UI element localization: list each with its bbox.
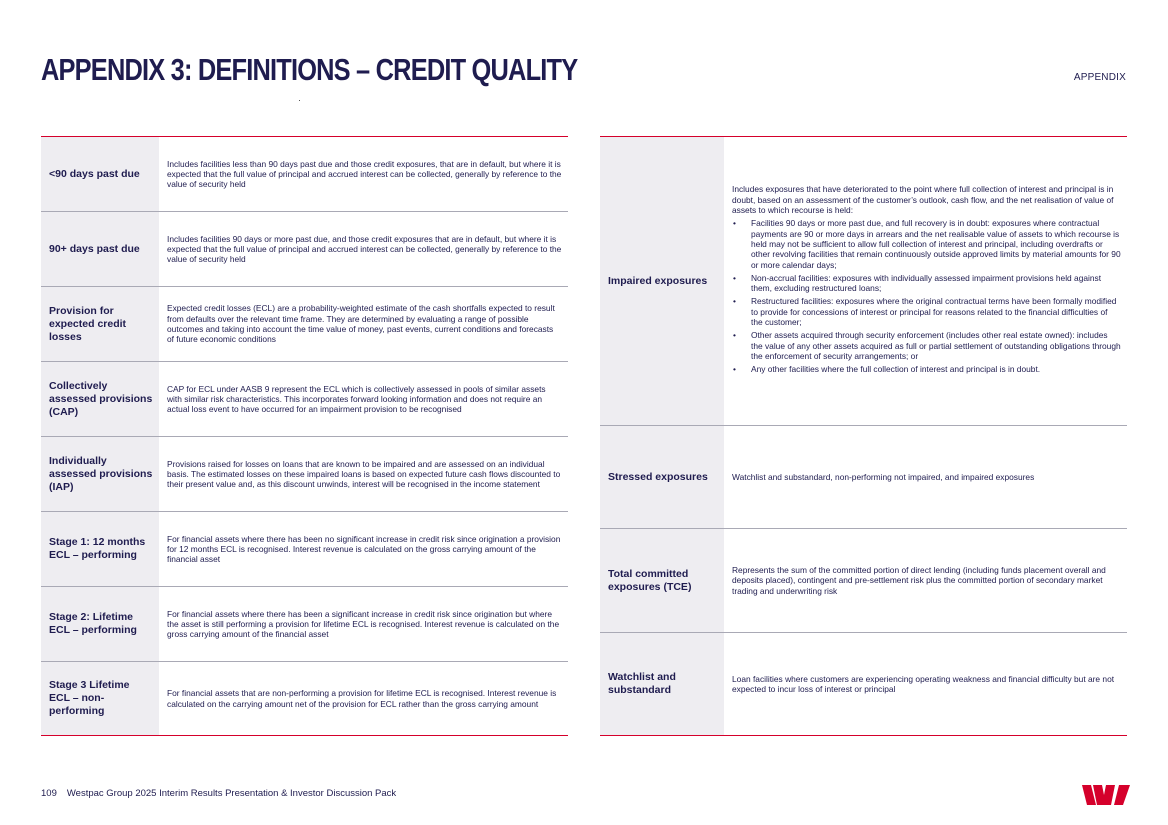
- list-item: • Any other facilities where the full collection of interest and principal is in doubt.: [732, 364, 1121, 374]
- decorative-dot: [299, 100, 300, 101]
- term-description: [724, 137, 1127, 425]
- footer: [41, 788, 396, 799]
- term-description: Loan facilities where customers are experiencing operating weakness and financial difficulty but are not expected to incur loss of interest or principal: [732, 673, 1115, 694]
- term-label: Stressed exposures: [600, 426, 724, 528]
- right-definitions-table: [600, 136, 1127, 736]
- table-row: [41, 212, 568, 287]
- list-item: • Non-accrual facilities: exposures with individually assessed impairment provisions held against them, excluding restructured loans;: [732, 273, 1121, 294]
- term-description: Includes facilities 90 days or more past due, and those credit exposures that are in default, but where it is expected that the full value of principal and accrued interest can be collected, generally by reference to the value of security held: [167, 233, 562, 265]
- term-label: Impaired exposures: [600, 137, 724, 425]
- impaired-bullet-list: [732, 218, 1121, 377]
- table-row: [41, 362, 568, 437]
- table-row: [41, 437, 568, 512]
- term-label: Watchlist and substandard: [600, 633, 724, 735]
- list-item: • Restructured facilities: exposures where the original contractual terms have been formally modified to provide for concessions of interest or principal for reasons related to the financial difficulties of the customer;: [732, 296, 1121, 327]
- term-description: Expected credit losses (ECL) are a probability-weighted estimate of the cash shortfalls expected to result from defaults over the relevant time frame. They are determined by evaluating a range of possible outcomes and taking into account the time value of money, past events, current conditions and forecasts of future economic conditions: [167, 303, 555, 345]
- term-label: <90 days past due: [41, 137, 159, 211]
- term-label: Collectively assessed provisions (CAP): [41, 362, 159, 436]
- term-description: For financial assets where there has been no significant increase in credit risk since origination a provision for 12 months ECL is recognised. Interest revenue is calculated on the gross carrying amount of the financial asset: [167, 533, 561, 565]
- list-item: • Other assets acquired through security enforcement (includes other real estate owned): includes the value of any other assets acquired as full or partial settlement of outstanding obligations through the enforcement of security arrangements; or: [732, 330, 1121, 361]
- term-description: For financial assets where there has been a significant increase in credit risk since origination but where the asset is still performing a provision for lifetime ECL is recognised. Interest revenue is calculated on the gross carrying amount of the financial asset: [167, 608, 560, 640]
- term-label: Provision for expected credit losses: [41, 287, 159, 361]
- term-description: Represents the sum of the committed portion of direct lending (including funds placement overall and deposits placed), contingent and pre-settlement risk plus the committed portion of secondary market trading and underwriting risk: [732, 565, 1106, 596]
- document-title: Westpac Group 2025 Interim Results Presentation & Investor Discussion Pack: [66, 788, 397, 799]
- term-label: Individually assessed provisions (IAP): [41, 437, 159, 511]
- impaired-intro: Includes exposures that have deteriorated to the point where full collection of interest and principal is in doubt, based on an assessment of the customer’s outlook, cash flow, and the net realisation of value of assets to which recourse is held:: [732, 184, 1114, 216]
- term-label: Stage 3 Lifetime ECL – non-performing: [41, 662, 159, 735]
- term-description: For financial assets that are non-performing a provision for lifetime ECL is recognised. Interest revenue is calculated on the carrying amount net of the provision for ECL rather than the gross carrying amount: [167, 688, 557, 709]
- table-row: [600, 137, 1127, 426]
- table-row: [41, 137, 568, 212]
- table-row: [41, 512, 568, 587]
- term-description: Includes facilities less than 90 days past due and those credit exposures, that are in default, but where it is expected that the full value of principal and accrued interest can be collected, generally by reference to the value of security held: [167, 158, 562, 190]
- section-tag: APPENDIX: [1073, 72, 1126, 83]
- term-label: Total committed exposures (TCE): [600, 529, 724, 632]
- left-definitions-table: [41, 136, 568, 736]
- table-row: [41, 287, 568, 362]
- term-description: Provisions raised for losses on loans that are known to be impaired and are assessed on an individual basis. The estimated losses on these impaired loans is based on expected future cash flows discounted to their present value and, as this discount unwinds, interest will be recognised in the income statement: [167, 458, 561, 490]
- term-description: Watchlist and substandard, non-performing not impaired, and impaired exposures: [732, 471, 1035, 482]
- table-row: [41, 662, 568, 735]
- term-label: Stage 2: Lifetime ECL – performing: [41, 587, 159, 661]
- page-title: APPENDIX 3: DEFINITIONS – CREDIT QUALITY: [41, 52, 578, 87]
- term-label: 90+ days past due: [41, 212, 159, 286]
- page-number: 109: [41, 788, 57, 799]
- westpac-logo-icon: [1082, 785, 1130, 805]
- table-row: [600, 529, 1127, 633]
- term-description: CAP for ECL under AASB 9 represent the ECL which is collectively assessed in pools of similar assets with similar risk characteristics. This incorporates forward looking information and does not require an actual loss event to have occurred for an impairment provision to be recognised: [167, 383, 546, 415]
- term-label: Stage 1: 12 months ECL – performing: [41, 512, 159, 586]
- list-item: • Facilities 90 days or more past due, and full recovery is in doubt: exposures where contractual payments are 90 or more days in arrears and the net realisable value of assets to which recourse is held may not be sufficient to allow full collection of interest and principal, including overdrafts or other revolving facilities that remain continuously outside approved limits by material amounts for 90 or more calendar days;: [732, 218, 1121, 269]
- table-row: [41, 587, 568, 662]
- table-row: [600, 426, 1127, 529]
- table-row: [600, 633, 1127, 735]
